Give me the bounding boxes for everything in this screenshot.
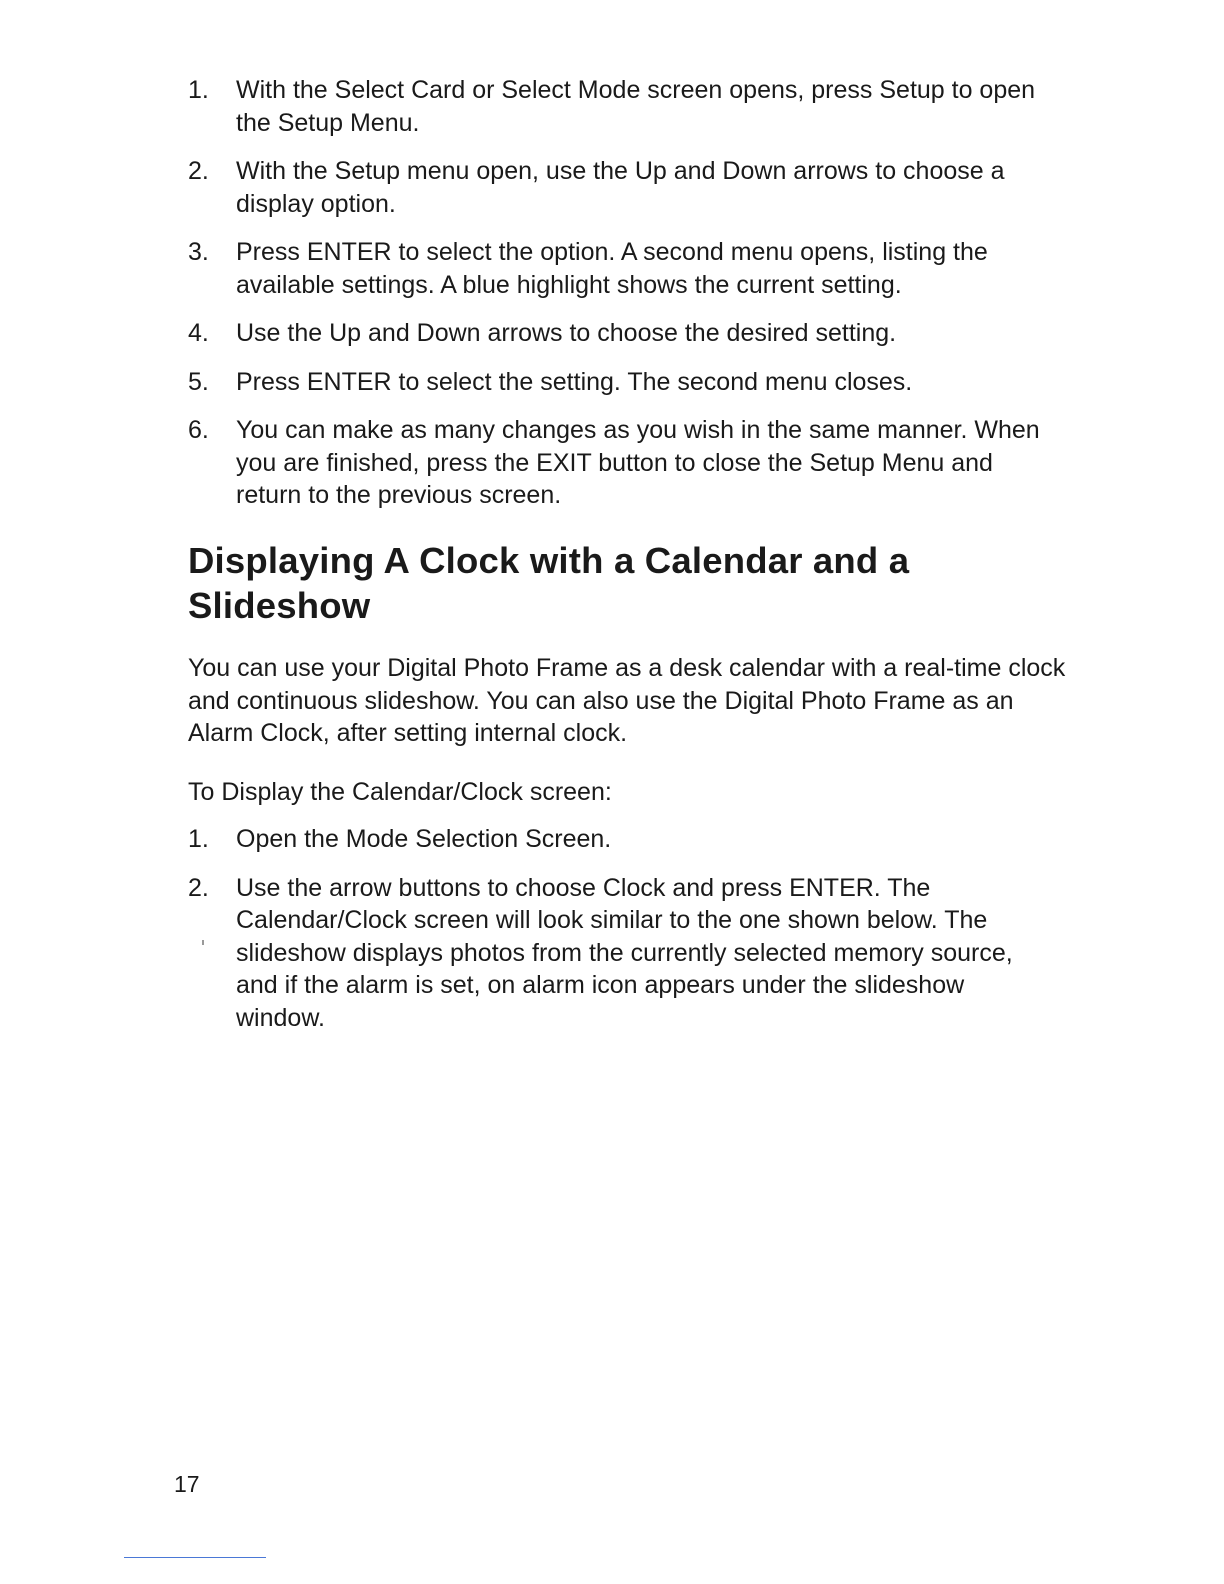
step-text: Press ENTER to select the setting. The second menu closes. — [236, 367, 913, 396]
step-number: 2. — [188, 157, 209, 185]
step-text: Use the arrow buttons to choose Clock and press ENTER. The Calendar/Clock screen will look similar to the one shown below. The slideshow displays photos from the currently selected memory source, and if the alarm is set, on alarm icon appears under the slideshow window. — [236, 873, 1013, 1032]
step-number: 1. — [188, 76, 209, 104]
clock-steps-list — [188, 823, 1058, 1050]
list-item — [188, 317, 1058, 350]
list-item — [188, 414, 1058, 512]
step-text: Open the Mode Selection Screen. — [236, 825, 612, 853]
lead-in-paragraph: To Display the Calendar/Clock screen: — [188, 778, 612, 806]
step-number: 1. — [188, 825, 209, 853]
list-item — [188, 74, 1058, 139]
step-text: You can make as many changes as you wish in the same manner. When you are finished, press the EXIT button to close the Setup Menu and return to the previous screen. — [236, 416, 1040, 509]
intro-paragraph: You can use your Digital Photo Frame as a desk calendar with a real-time clock and continuous slideshow. You can also use the Digital Photo Frame as an Alarm Clock, after setting internal clock. — [188, 654, 1066, 747]
list-item — [188, 236, 1058, 301]
step-text: Use the Up and Down arrows to choose the desired setting. — [236, 319, 897, 347]
step-number: 3. — [188, 238, 209, 266]
page-number: 17 — [174, 1471, 200, 1497]
scan-speck — [202, 940, 204, 945]
step-text: With the Select Card or Select Mode screen opens, press Setup to open the Setup Menu. — [236, 76, 1036, 137]
list-item — [188, 366, 1058, 399]
setup-steps-list — [188, 74, 1058, 528]
list-item — [188, 155, 1058, 220]
section-heading: Displaying A Clock with a Calendar and a Slideshow — [188, 540, 910, 626]
step-text: Press ENTER to select the option. A second menu opens, listing the available settings. A blue highlight shows the current setting. — [236, 238, 988, 299]
list-item — [188, 872, 1058, 1035]
step-number: 2. — [188, 873, 209, 902]
footer-rule — [124, 1557, 266, 1558]
step-text: With the Setup menu open, use the Up and Down arrows to choose a display option. — [236, 157, 1005, 218]
step-number: 4. — [188, 319, 209, 347]
step-number: 5. — [188, 367, 209, 396]
list-item — [188, 823, 1058, 856]
step-number: 6. — [188, 416, 209, 444]
